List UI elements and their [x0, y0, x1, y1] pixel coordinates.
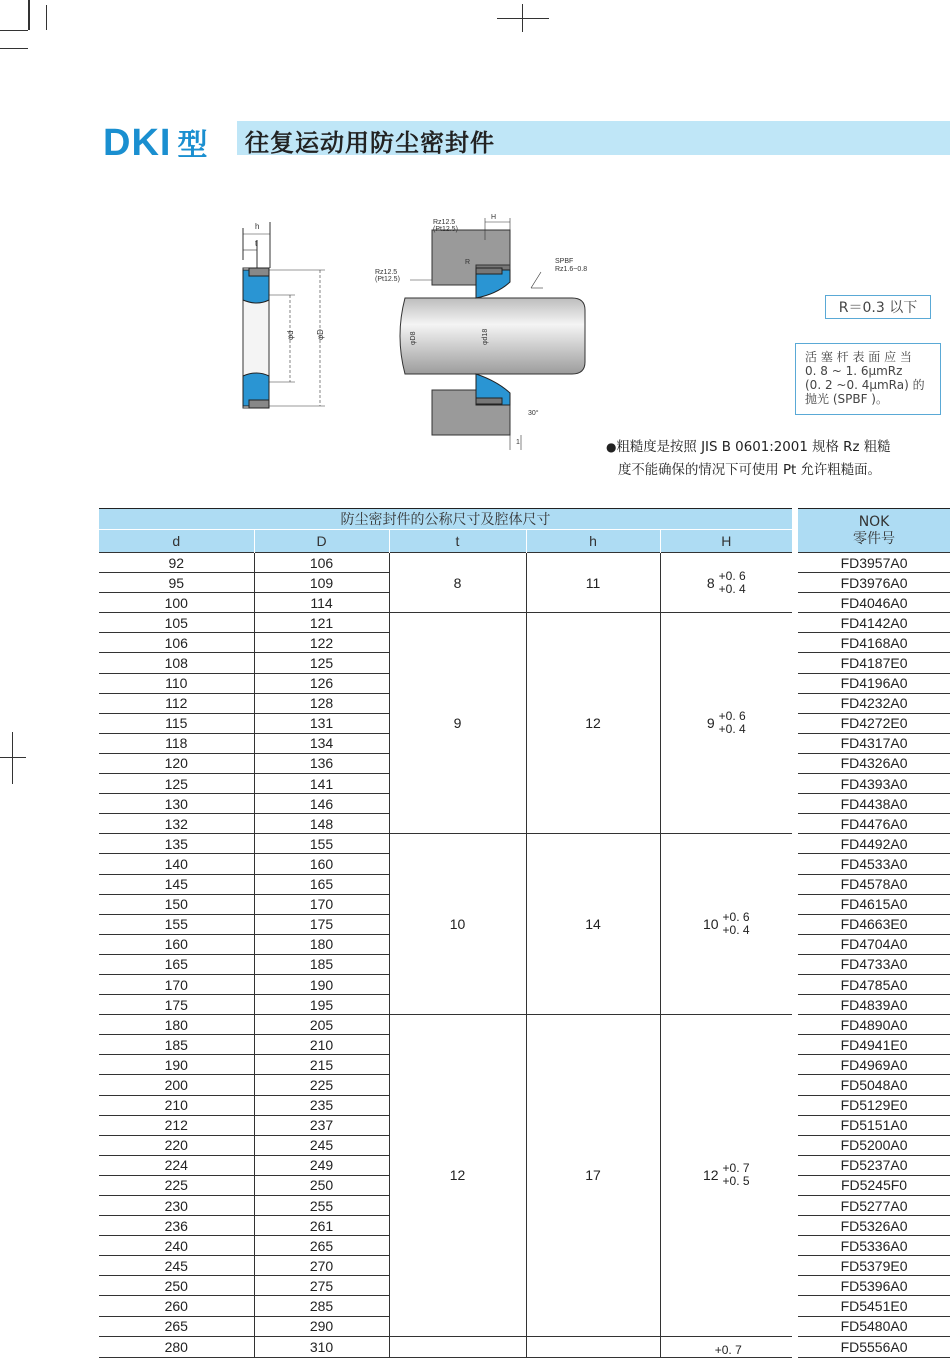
cell-D: 285: [254, 1296, 389, 1316]
column-header-H: H: [660, 530, 795, 553]
cell-part-number: FD5200A0: [795, 1135, 950, 1155]
cell-part-number: FD4615A0: [795, 894, 950, 914]
nok-header: [795, 509, 950, 553]
cell-part-number: FD4232A0: [795, 693, 950, 713]
cell-d: 240: [99, 1236, 254, 1256]
cell-part-number: FD4733A0: [795, 954, 950, 974]
tolerance: [707, 570, 746, 596]
cell-D: 170: [254, 894, 389, 914]
angle-label: 30°: [528, 410, 539, 417]
surface-note-line: (0. 2 ~0. 4μmRa) 的: [805, 378, 925, 392]
rz-left-a: Rz12.5: [375, 269, 398, 276]
tolerance: [703, 1162, 750, 1188]
cell-part-number: FD4663E0: [795, 914, 950, 934]
cell-part-number: FD4187E0: [795, 653, 950, 673]
crop-mark: [0, 48, 28, 49]
cell-d: 130: [99, 794, 254, 814]
cell-D: 180: [254, 934, 389, 954]
cell-D: 126: [254, 673, 389, 693]
rod-D: φD8: [410, 331, 417, 345]
tolerance-lower: +0. 4: [722, 923, 750, 938]
cell-D: 148: [254, 814, 389, 834]
surface-note-line: 活 塞 杆 表 面 应 当: [805, 350, 912, 364]
cell-part-number: FD4272E0: [795, 713, 950, 733]
rz-top-b: (Pt12.5): [433, 226, 458, 233]
cell-part-number: FD5129E0: [795, 1095, 950, 1115]
cell-D: 290: [254, 1316, 389, 1336]
tolerance-limits: [715, 1344, 742, 1357]
cell-D: 265: [254, 1236, 389, 1256]
cell-H: [660, 1015, 795, 1337]
cell-part-number: FD5379E0: [795, 1256, 950, 1276]
r-note-box: R＝0.3 以下: [825, 295, 931, 319]
cell-part-number: FD4317A0: [795, 733, 950, 753]
cell-D: 136: [254, 753, 389, 773]
cell-d: 265: [99, 1316, 254, 1336]
cell-D: 237: [254, 1115, 389, 1135]
cell-D: 195: [254, 995, 389, 1015]
cell-H: [660, 1336, 795, 1358]
type-suffix: 型: [177, 129, 209, 162]
cell-part-number: FD4704A0: [795, 934, 950, 954]
cell-D: 146: [254, 794, 389, 814]
cell-D: 121: [254, 613, 389, 633]
cell-d: 155: [99, 914, 254, 934]
dim-one: 1: [516, 439, 520, 446]
cell-part-number: FD4969A0: [795, 1055, 950, 1075]
cell-d: 118: [99, 733, 254, 753]
tolerance-upper: +0. 6: [718, 709, 746, 724]
cell-part-number: FD5237A0: [795, 1155, 950, 1175]
cell-d: 230: [99, 1196, 254, 1216]
cell-D: 270: [254, 1256, 389, 1276]
cell-t: 9: [389, 613, 526, 834]
cell-d: 175: [99, 995, 254, 1015]
cell-part-number: FD4578A0: [795, 874, 950, 894]
cell-D: 190: [254, 974, 389, 994]
roughness-note-line: 度不能确保的情况下可使用 Pt 允许粗糙面。: [618, 463, 881, 478]
dimension-table: [99, 508, 950, 1358]
tolerance-limits: [719, 570, 746, 596]
table-row: [99, 834, 950, 854]
cell-d: 212: [99, 1115, 254, 1135]
roughness-note-line: 粗糙度是按照 JIS B 0601:2001 规格 Rz 粗糙: [616, 440, 891, 455]
cell-h: [526, 1336, 660, 1358]
seal-section: [243, 222, 325, 408]
cell-d: 112: [99, 693, 254, 713]
cell-D: 175: [254, 914, 389, 934]
surface-note-line: 0. 8 ~ 1. 6μmRz: [805, 364, 903, 378]
tolerance-limits: [723, 911, 750, 937]
cell-part-number: FD5480A0: [795, 1316, 950, 1336]
cell-h: 14: [526, 834, 660, 1015]
seal-drawing: [235, 210, 615, 455]
dim-D: φD: [316, 329, 325, 340]
cell-D: 310: [254, 1336, 389, 1358]
cell-d: 100: [99, 593, 254, 613]
cell-h: 11: [526, 553, 660, 613]
cell-d: 95: [99, 573, 254, 593]
cell-d: 210: [99, 1095, 254, 1115]
cell-part-number: FD4839A0: [795, 995, 950, 1015]
table-row: [99, 553, 950, 573]
type-code-text: DKI: [103, 122, 172, 164]
cell-d: 200: [99, 1075, 254, 1095]
tolerance-base: 9: [706, 715, 715, 732]
tolerance-upper: +0. 6: [718, 568, 746, 583]
dim-d: φd: [286, 330, 295, 340]
surface-note-box: [795, 343, 941, 415]
cell-d: 108: [99, 653, 254, 673]
cell-t: 10: [389, 834, 526, 1015]
column-header-h: h: [526, 530, 660, 553]
cell-D: 255: [254, 1196, 389, 1216]
cell-part-number: FD4196A0: [795, 673, 950, 693]
dim-H: H: [491, 214, 497, 221]
cell-D: 125: [254, 653, 389, 673]
cell-D: 215: [254, 1055, 389, 1075]
cell-D: 225: [254, 1075, 389, 1095]
rod-d: φd18: [482, 328, 489, 345]
cell-part-number: FD4492A0: [795, 834, 950, 854]
tolerance-base: 8: [706, 574, 715, 591]
cell-d: 260: [99, 1296, 254, 1316]
cell-t: [389, 1336, 526, 1358]
cell-d: 140: [99, 854, 254, 874]
cell-d: 250: [99, 1276, 254, 1296]
cell-t: 12: [389, 1015, 526, 1337]
cell-D: 122: [254, 633, 389, 653]
cell-d: 160: [99, 934, 254, 954]
cell-part-number: FD5451E0: [795, 1296, 950, 1316]
cell-d: 106: [99, 633, 254, 653]
tolerance-lower: +0. 5: [722, 1174, 750, 1189]
cell-part-number: FD4142A0: [795, 613, 950, 633]
cell-D: 109: [254, 573, 389, 593]
table-group-header: 防尘密封件的公称尺寸及腔体尺寸: [99, 509, 795, 530]
table-body: [99, 553, 950, 1358]
tolerance-base: 12: [702, 1167, 719, 1184]
cell-d: 170: [99, 974, 254, 994]
roughness-note: [606, 436, 950, 482]
cell-D: 245: [254, 1135, 389, 1155]
cell-D: 205: [254, 1015, 389, 1035]
spbf-a: SPBF: [555, 258, 574, 265]
cell-D: 114: [254, 593, 389, 613]
tolerance: [711, 1344, 742, 1357]
column-header-t: t: [389, 530, 526, 553]
cell-part-number: FD4533A0: [795, 854, 950, 874]
surface-note-line: 抛光 (SPBF )。: [805, 392, 888, 406]
tolerance-limits: [719, 710, 746, 736]
cell-part-number: FD5336A0: [795, 1236, 950, 1256]
cell-D: 235: [254, 1095, 389, 1115]
cell-D: 131: [254, 713, 389, 733]
cell-part-number: FD5048A0: [795, 1075, 950, 1095]
cell-part-number: FD5396A0: [795, 1276, 950, 1296]
cell-d: 185: [99, 1035, 254, 1055]
cell-D: 261: [254, 1216, 389, 1236]
cell-d: 225: [99, 1175, 254, 1195]
cell-part-number: FD4046A0: [795, 593, 950, 613]
bullet-icon: ●: [606, 440, 617, 454]
cell-H: [660, 834, 795, 1015]
cell-part-number: FD5326A0: [795, 1216, 950, 1236]
cell-D: 106: [254, 553, 389, 573]
cell-D: 250: [254, 1175, 389, 1195]
cell-d: 150: [99, 894, 254, 914]
cell-H: [660, 553, 795, 613]
dimension-table-wrap: [99, 508, 950, 1358]
cell-d: 145: [99, 874, 254, 894]
tolerance-upper: +0. 6: [722, 910, 750, 925]
cell-t: 8: [389, 553, 526, 613]
cell-D: 249: [254, 1155, 389, 1175]
table-row: [99, 613, 950, 633]
rz-left-b: (Pt12.5): [375, 276, 400, 283]
cell-d: 120: [99, 753, 254, 773]
cell-part-number: FD5151A0: [795, 1115, 950, 1135]
rod: [400, 298, 585, 374]
cell-part-number: FD5245F0: [795, 1175, 950, 1195]
cell-D: 210: [254, 1035, 389, 1055]
cell-part-number: FD4326A0: [795, 753, 950, 773]
cell-h: 17: [526, 1015, 660, 1337]
cell-D: 185: [254, 954, 389, 974]
cell-D: 134: [254, 733, 389, 753]
cell-d: 180: [99, 1015, 254, 1035]
tolerance-base: 10: [702, 916, 719, 933]
cell-H: [660, 613, 795, 834]
tolerance-lower: +0. 4: [718, 581, 746, 596]
cell-D: 275: [254, 1276, 389, 1296]
crop-mark: [46, 5, 47, 30]
cell-d: 224: [99, 1155, 254, 1175]
cell-D: 155: [254, 834, 389, 854]
cell-part-number: FD3976A0: [795, 573, 950, 593]
cell-d: 115: [99, 713, 254, 733]
cell-part-number: FD5556A0: [795, 1336, 950, 1358]
tolerance-upper: +0. 7: [722, 1161, 750, 1176]
crop-mark: [522, 4, 523, 32]
label-R: R: [465, 259, 471, 266]
cell-d: 220: [99, 1135, 254, 1155]
cell-D: 160: [254, 854, 389, 874]
cell-part-number: FD4941E0: [795, 1035, 950, 1055]
cell-d: 92: [99, 553, 254, 573]
type-code: [103, 120, 208, 165]
cell-d: 110: [99, 673, 254, 693]
nok-header-line: 零件号: [853, 530, 896, 547]
tolerance: [703, 911, 750, 937]
cell-d: 135: [99, 834, 254, 854]
cell-D: 141: [254, 774, 389, 794]
cell-d: 280: [99, 1336, 254, 1358]
column-header-d: d: [99, 530, 254, 553]
table-row: [99, 1336, 950, 1358]
cell-part-number: FD4438A0: [795, 794, 950, 814]
cell-d: 245: [99, 1256, 254, 1276]
cell-d: 165: [99, 954, 254, 974]
crop-mark: [12, 732, 13, 784]
cell-d: 236: [99, 1216, 254, 1236]
cell-part-number: FD4890A0: [795, 1015, 950, 1035]
cell-d: 125: [99, 774, 254, 794]
spbf-b: Rz1.6~0.8: [555, 266, 588, 273]
cell-d: 132: [99, 814, 254, 834]
cell-D: 128: [254, 693, 389, 713]
table-row: [99, 1015, 950, 1035]
crop-mark: [0, 30, 28, 31]
cell-h: 12: [526, 613, 660, 834]
cell-part-number: FD4785A0: [795, 974, 950, 994]
page-title: 往复运动用防尘密封件: [245, 129, 495, 157]
nok-header-line: NOK: [858, 513, 890, 530]
tolerance-upper: +0. 7: [714, 1343, 742, 1358]
crop-mark: [0, 757, 26, 758]
cell-part-number: FD4168A0: [795, 633, 950, 653]
tolerance-limits: [723, 1162, 750, 1188]
crop-mark: [497, 18, 549, 19]
tolerance: [707, 710, 746, 736]
cell-part-number: FD3957A0: [795, 553, 950, 573]
cell-part-number: FD5277A0: [795, 1196, 950, 1216]
cell-D: 165: [254, 874, 389, 894]
dim-t: t: [255, 239, 258, 248]
cell-d: 190: [99, 1055, 254, 1075]
tolerance-lower: +0. 4: [718, 722, 746, 737]
rz-top-a: Rz12.5: [433, 219, 456, 226]
crop-mark: [28, 0, 30, 30]
cell-part-number: FD4393A0: [795, 774, 950, 794]
column-header-D: D: [254, 530, 389, 553]
cell-part-number: FD4476A0: [795, 814, 950, 834]
dim-h: h: [255, 222, 260, 231]
cell-d: 105: [99, 613, 254, 633]
